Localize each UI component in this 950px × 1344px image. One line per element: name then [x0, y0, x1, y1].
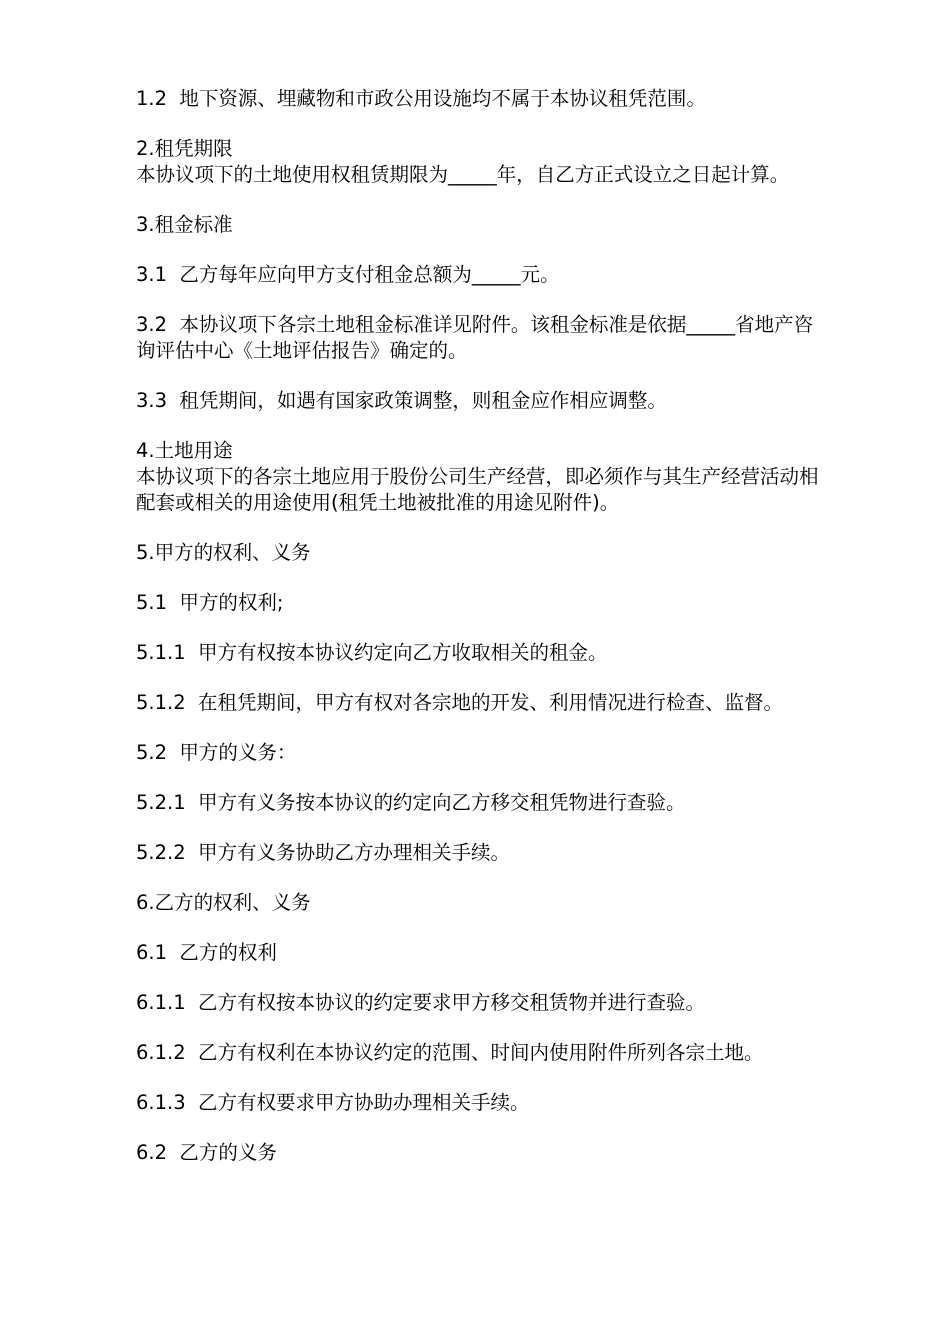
clause-5-2: 5.2 甲方的义务： [136, 741, 297, 764]
clause-6-2: 6.2 乙方的义务 [136, 1141, 277, 1164]
clause-5-2-2: 5.2.2 甲方有义务协助乙方办理相关手续。 [136, 841, 511, 864]
section-2-heading: 2.租凭期限 [136, 137, 233, 160]
clause-5-1: 5.1 甲方的权利; [136, 591, 284, 614]
clause-3-3: 3.3 租凭期间，如遇有国家政策调整，则租金应作相应调整。 [136, 389, 667, 412]
section-3-heading: 3.租金标准 [136, 213, 233, 236]
clause-6-1-1: 6.1.1 乙方有权按本协议的约定要求甲方移交租赁物并进行查验。 [136, 991, 706, 1014]
clause-1-2: 1.2 地下资源、埋藏物和市政公用设施均不属于本协议租凭范围。 [136, 87, 706, 110]
clause-3-1: 3.1 乙方每年应向甲方支付租金总额为_____元。 [136, 263, 560, 286]
section-2-body: 本协议项下的土地使用权租赁期限为_____年，自乙方正式设立之日起计算。 [136, 163, 790, 186]
section-5-heading: 5.甲方的权利、义务 [136, 541, 311, 564]
section-6-heading: 6.乙方的权利、义务 [136, 891, 311, 914]
clause-6-1: 6.1 乙方的权利 [136, 941, 277, 964]
section-4-body: 本协议项下的各宗土地应用于股份公司生产经营，即必须作与其生产经营活动相配套或相关的用途使用(租凭土地被批准的用途见附件)。 [136, 465, 819, 514]
clause-3-2: 3.2 本协议项下各宗土地租金标准详见附件。该租金标准是依据_____省地产咨询评估中心《土地评估报告》确定的。 [136, 313, 814, 362]
section-4-heading: 4.土地用途 [136, 439, 233, 462]
clause-6-1-2: 6.1.2 乙方有权利在本协议约定的范围、时间内使用附件所列各宗土地。 [136, 1041, 764, 1064]
clause-6-1-3: 6.1.3 乙方有权要求甲方协助办理相关手续。 [136, 1091, 530, 1114]
document-page [136, 86, 826, 1166]
clause-5-1-2: 5.1.2 在租凭期间，甲方有权对各宗地的开发、利用情况进行检查、监督。 [136, 691, 784, 714]
clause-5-1-1: 5.1.1 甲方有权按本协议约定向乙方收取相关的租金。 [136, 641, 608, 664]
clause-5-2-1: 5.2.1 甲方有义务按本协议的约定向乙方移交租凭物进行查验。 [136, 791, 686, 814]
